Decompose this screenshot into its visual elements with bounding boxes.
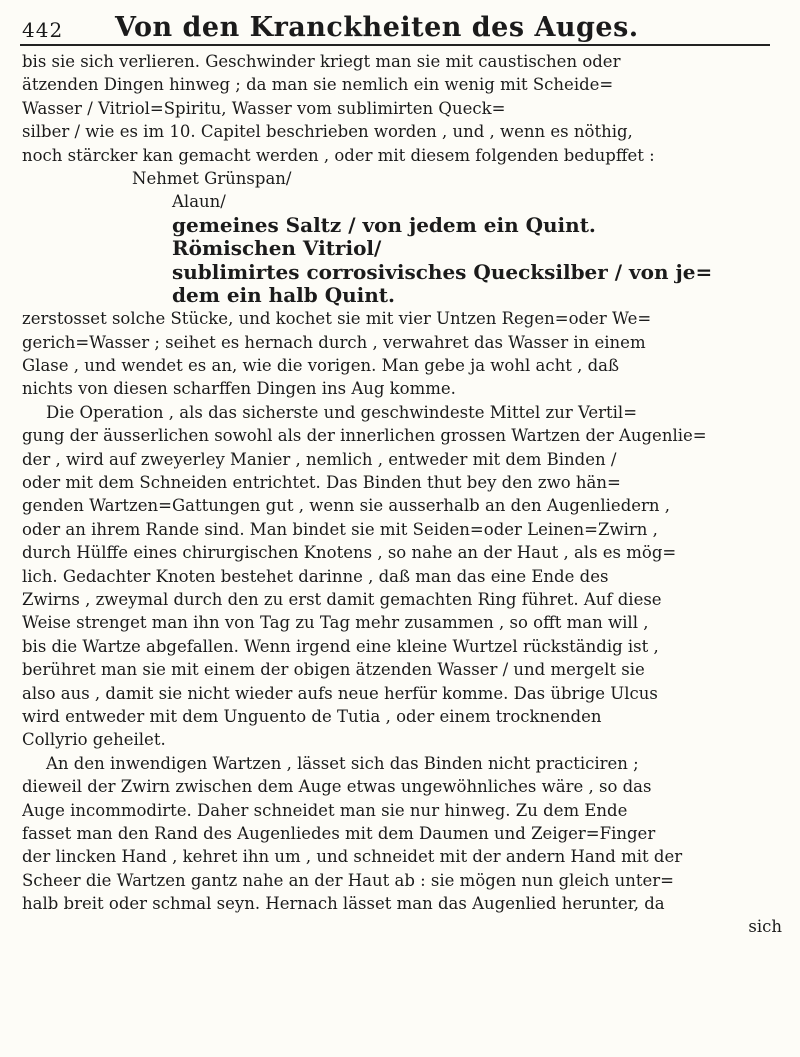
text-line: Wasser / Vitriol=Spiritu, Wasser vom sublimirten Queck= — [22, 98, 506, 118]
text-line: dem ein halb Quint. — [172, 283, 396, 307]
body-text — [22, 50, 782, 939]
text-line: durch Hülffe eines chirurgischen Knotens , so nahe an der Haut , als es mög= — [22, 543, 677, 563]
text-line: Weise strenget man ihn von Tag zu Tag mehr zusammen , so offt man will , — [22, 613, 649, 633]
text-line: dieweil der Zwirn zwischen dem Auge etwas ungewöhnliches wäre , so das — [22, 777, 652, 797]
text-line: wird entweder mit dem Unguento de Tutia , oder einem trocknenden — [22, 706, 602, 726]
text-line: sublimirtes corrosivisches Quecksilber / von je= — [172, 260, 713, 284]
page-number: 442 — [22, 18, 64, 42]
text-line: gerich=Wasser ; seihet es hernach durch , verwahret das Wasser in einem — [22, 332, 646, 352]
text-line: der , wird auf zweyerley Manier , nemlich , entweder mit dem Binden / — [22, 449, 617, 469]
text-line: sich — [748, 917, 782, 937]
text-line: Scheer die Wartzen gantz nahe an der Haut ab : sie mögen nun gleich unter= — [22, 870, 674, 890]
text-line: Zwirns , zweymal durch den zu erst damit gemachten Ring führet. Auf diese — [22, 589, 662, 609]
text-line: Auge incommodirte. Daher schneidet man sie nur hinweg. Zu dem Ende — [22, 800, 628, 820]
page-header — [20, 10, 770, 46]
text-line: Glase , und wendet es an, wie die vorigen. Man gebe ja wohl acht , daß — [22, 356, 619, 376]
text-line: Nehmet Grünspan/ — [132, 168, 292, 188]
text-line: oder mit dem Schneiden entrichtet. Das Binden thut bey den zwo hän= — [22, 473, 621, 493]
text-line: Die Operation , als das sicherste und geschwindeste Mittel zur Vertil= — [46, 402, 638, 422]
text-line: bis die Wartze abgefallen. Wenn irgend eine kleine Wurtzel rückständig ist , — [22, 636, 659, 656]
text-line: genden Wartzen=Gattungen gut , wenn sie ausserhalb an den Augenliedern , — [22, 496, 671, 516]
text-line: Collyrio geheilet. — [22, 730, 166, 750]
text-line: ätzenden Dingen hinweg ; da man sie nemlich ein wenig mit Scheide= — [22, 75, 614, 95]
text-line: zerstosset solche Stücke, und kochet sie mit vier Untzen Regen=oder We= — [22, 309, 652, 329]
text-line: bis sie sich verlieren. Geschwinder kriegt man sie mit caustischen oder — [22, 52, 621, 71]
text-line: nichts von diesen scharffen Dingen ins Aug komme. — [22, 379, 456, 399]
text-line: also aus , damit sie nicht wieder aufs neue herfür komme. Das übrige Ulcus — [22, 683, 658, 703]
text-line: lich. Gedachter Knoten bestehet darinne , daß man das eine Ende des — [22, 566, 609, 586]
text-line: oder an ihrem Rande sind. Man bindet sie mit Seiden=oder Leinen=Zwirn , — [22, 519, 658, 539]
text-line: noch stärcker kan gemacht werden , oder mit diesem folgenden bedupffet : — [22, 145, 655, 165]
running-title: Von den Kranckheiten des Auges. — [115, 12, 639, 43]
text-line: gemeines Saltz / von jedem ein Quint. — [172, 213, 596, 237]
text-line: Alaun/ — [172, 192, 226, 212]
text-line: fasset man den Rand des Augenliedes mit dem Daumen und Zeiger=Finger — [22, 823, 656, 843]
text-line: An den inwendigen Wartzen , lässet sich das Binden nicht practiciren ; — [46, 753, 639, 773]
text-line: halb breit oder schmal seyn. Hernach lässet man das Augenlied herunter, da — [22, 894, 665, 914]
text-line: silber / wie es im 10. Capitel beschrieben worden , und , wenn es nöthig, — [22, 122, 633, 142]
text-line: berühret man sie mit einem der obigen ätzenden Wasser / und mergelt sie — [22, 660, 645, 680]
text-line: der lincken Hand , kehret ihn um , und schneidet mit der andern Hand mit der — [22, 847, 683, 867]
text-line: gung der äusserlichen sowohl als der innerlichen grossen Wartzen der Augenlie= — [22, 426, 707, 446]
text-line: Römischen Vitriol/ — [172, 237, 382, 261]
